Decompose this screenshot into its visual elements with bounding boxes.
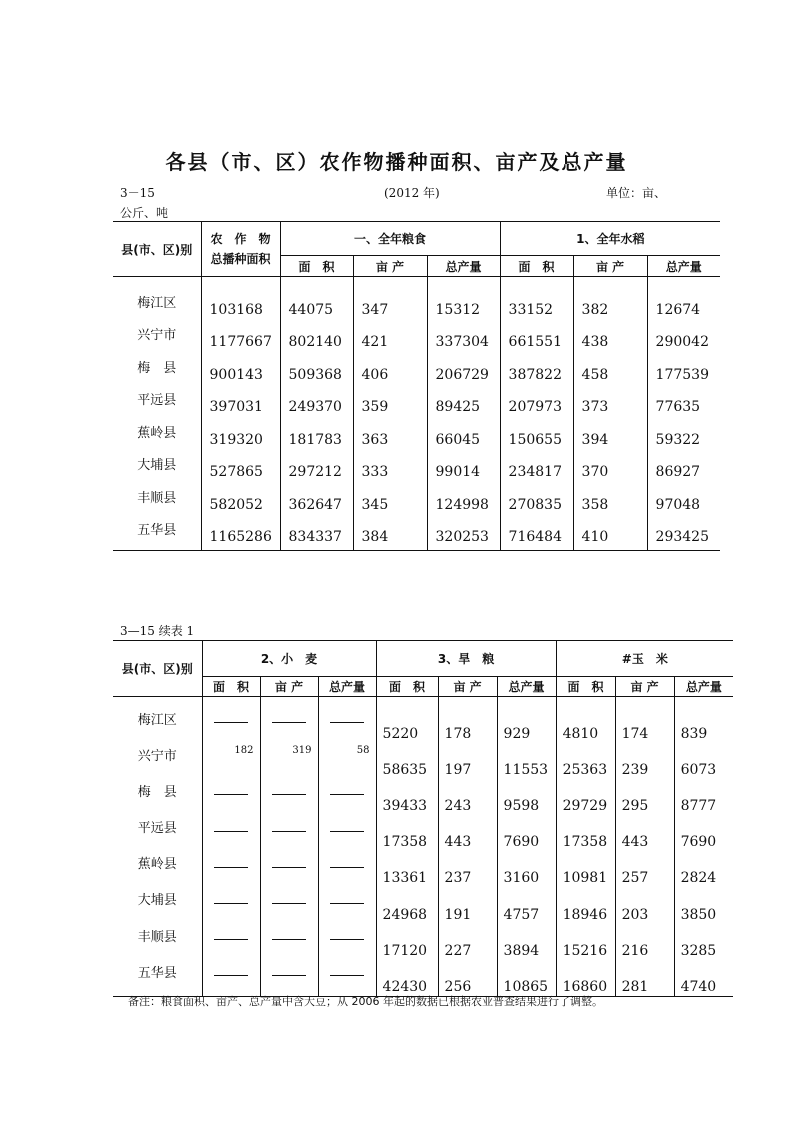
table-row <box>113 960 733 996</box>
table-cell: 3894 <box>497 924 556 960</box>
table-cell: 243 <box>438 779 497 815</box>
table-cell: 150655 <box>500 421 573 454</box>
dash-line <box>330 975 364 976</box>
table-cell: 66045 <box>427 421 500 454</box>
subheader-cell: 亩 产 <box>438 677 497 697</box>
table-cell: 382 <box>573 291 647 324</box>
table-cell: 527865 <box>201 453 280 486</box>
table-cell: 29729 <box>556 779 615 815</box>
table-row <box>113 518 720 551</box>
table-cell: 17358 <box>376 815 438 851</box>
table-cell: 216 <box>615 924 674 960</box>
table-cell: 320253 <box>427 518 500 551</box>
empty-dash <box>260 887 318 923</box>
table-cell: 281 <box>615 960 674 996</box>
table-cell: 7690 <box>674 815 733 851</box>
table-cell: 295 <box>615 779 674 815</box>
table-cell: 358 <box>573 486 647 519</box>
table-code: 3－15 <box>120 186 155 200</box>
table-cell: 421 <box>353 323 427 356</box>
table-cell: 834337 <box>280 518 353 551</box>
spacer-row <box>113 277 720 291</box>
header-total-line2: 总播种面积 <box>210 252 271 266</box>
table-cell: 59322 <box>647 421 720 454</box>
table-cell: 25363 <box>556 743 615 779</box>
header-grain: 一、全年粮食 <box>280 222 500 256</box>
empty-dash <box>202 924 260 960</box>
table-cell: 290042 <box>647 323 720 356</box>
empty-dash <box>260 924 318 960</box>
dash-line <box>214 831 248 832</box>
table-cell: 443 <box>438 815 497 851</box>
table-cell: 2824 <box>674 851 733 887</box>
spacer-cell <box>318 697 376 707</box>
region-name: 兴宁市 <box>137 328 177 343</box>
table-cell: 716484 <box>500 518 573 551</box>
header-total-sown-area <box>201 222 280 277</box>
empty-dash <box>202 887 260 923</box>
subheader-cell: 总产量 <box>647 256 720 277</box>
table-cell: 97048 <box>647 486 720 519</box>
region-name: 梅江区 <box>137 295 177 311</box>
region-name: 兴宁市 <box>137 748 177 764</box>
table-cell: 234817 <box>500 453 573 486</box>
table-cell: 249370 <box>280 388 353 421</box>
empty-dash <box>202 851 260 887</box>
table-row <box>113 815 733 851</box>
table-cell: 410 <box>573 518 647 551</box>
table-crop-continued <box>113 640 733 997</box>
empty-dash <box>260 960 318 996</box>
table-cell: 5220 <box>376 707 438 743</box>
dash-line <box>272 939 306 940</box>
spacer-cell <box>674 697 733 707</box>
dash-line <box>272 903 306 904</box>
spacer-cell <box>376 697 438 707</box>
unit-label: 单位：亩、 <box>606 186 667 200</box>
dash-line <box>272 722 306 723</box>
table-cell: 929 <box>497 707 556 743</box>
empty-dash <box>318 815 376 851</box>
table-cell: 509368 <box>280 356 353 389</box>
table-row <box>113 851 733 887</box>
table-cell: 13361 <box>376 851 438 887</box>
table-row <box>113 356 720 389</box>
table-cell: 839 <box>674 707 733 743</box>
empty-dash <box>318 924 376 960</box>
table-cell: 17358 <box>556 815 615 851</box>
table2-code: 3—15 续表 1 <box>120 624 195 638</box>
dash-line <box>272 975 306 976</box>
table-cell: 347 <box>353 291 427 324</box>
table-cell: 387822 <box>500 356 573 389</box>
header-rice: 1、全年水稻 <box>500 222 720 256</box>
spacer-cell <box>353 277 427 291</box>
dash-line <box>214 794 248 795</box>
spacer-cell <box>260 697 318 707</box>
table-cell: 197 <box>438 743 497 779</box>
table-cell: 270835 <box>500 486 573 519</box>
dash-line <box>272 794 306 795</box>
dash-line <box>330 867 364 868</box>
table-cell: 373 <box>573 388 647 421</box>
table-cell: 362647 <box>280 486 353 519</box>
region-name: 平远县 <box>137 393 177 408</box>
table-cell: 370 <box>573 453 647 486</box>
table-row <box>113 421 720 454</box>
table-cell: 15312 <box>427 291 500 324</box>
table-cell: 182 <box>202 743 260 779</box>
table-cell: 900143 <box>201 356 280 389</box>
table-cell: 44075 <box>280 291 353 324</box>
region-name: 大埔县 <box>137 458 177 473</box>
table-cell: 17120 <box>376 924 438 960</box>
subheader-cell: 亩 产 <box>573 256 647 277</box>
empty-dash <box>260 779 318 815</box>
subheader-cell: 总产量 <box>318 677 376 697</box>
dash-line <box>214 903 248 904</box>
table-cell: 39433 <box>376 779 438 815</box>
table-cell: 443 <box>615 815 674 851</box>
table-cell: 42430 <box>376 960 438 996</box>
region-name: 丰顺县 <box>137 490 177 506</box>
table-cell: 257 <box>615 851 674 887</box>
table-cell: 1177667 <box>201 323 280 356</box>
spacer-cell <box>573 277 647 291</box>
region-name: 梅 县 <box>137 784 177 800</box>
empty-dash <box>202 960 260 996</box>
empty-dash <box>318 960 376 996</box>
table-cell: 124998 <box>427 486 500 519</box>
table-cell: 802140 <box>280 323 353 356</box>
table-cell: 319 <box>260 743 318 779</box>
empty-dash <box>318 779 376 815</box>
table-cell: 33152 <box>500 291 573 324</box>
dash-line <box>330 794 364 795</box>
table-cell: 203 <box>615 887 674 923</box>
table-year: (2012 年) <box>384 186 440 200</box>
spacer-cell <box>497 697 556 707</box>
table-cell: 181783 <box>280 421 353 454</box>
table-cell: 99014 <box>427 453 500 486</box>
dash-line <box>330 722 364 723</box>
table-cell: 333 <box>353 453 427 486</box>
spacer-cell <box>113 277 201 291</box>
table-cell: 1165286 <box>201 518 280 551</box>
region-name: 平远县 <box>137 821 177 837</box>
table-cell: 661551 <box>500 323 573 356</box>
table-cell: 239 <box>615 743 674 779</box>
dash-line <box>330 831 364 832</box>
table-cell: 4757 <box>497 887 556 923</box>
table-cell: 256 <box>438 960 497 996</box>
table-cell: 3285 <box>674 924 733 960</box>
table-cell: 207973 <box>500 388 573 421</box>
spacer-cell <box>500 277 573 291</box>
region-name: 蕉岭县 <box>137 857 177 873</box>
subheader-cell: 面 积 <box>280 256 353 277</box>
unit-label-continued: 公斤、吨 <box>120 206 169 220</box>
table-cell: 18946 <box>556 887 615 923</box>
table-cell: 237 <box>438 851 497 887</box>
table-row <box>113 887 733 923</box>
header2-region: 县(市、区)别 <box>113 641 202 697</box>
header-wheat: 2、小 麦 <box>202 641 376 677</box>
table-cell: 15216 <box>556 924 615 960</box>
empty-dash <box>318 707 376 743</box>
table-cell: 438 <box>573 323 647 356</box>
region-name: 梅江区 <box>137 712 177 728</box>
table-cell: 177539 <box>647 356 720 389</box>
dash-line <box>272 867 306 868</box>
dash-line <box>214 867 248 868</box>
subheader-cell: 总产量 <box>674 677 733 697</box>
table-cell: 174 <box>615 707 674 743</box>
table-row <box>113 924 733 960</box>
empty-dash <box>202 779 260 815</box>
dash-line <box>214 722 248 723</box>
spacer-row <box>113 697 733 707</box>
dash-line <box>214 975 248 976</box>
table-cell: 3850 <box>674 887 733 923</box>
spacer-cell <box>113 697 202 707</box>
table-cell: 397031 <box>201 388 280 421</box>
table-row <box>113 323 720 356</box>
table-cell: 24968 <box>376 887 438 923</box>
table-cell: 11553 <box>497 743 556 779</box>
table-row <box>113 486 720 519</box>
subheader-cell: 面 积 <box>556 677 615 697</box>
table-cell: 337304 <box>427 323 500 356</box>
region-name: 蕉岭县 <box>137 425 177 441</box>
table-cell: 10981 <box>556 851 615 887</box>
table-crop-area-yield <box>113 221 720 551</box>
subheader-cell: 亩 产 <box>353 256 427 277</box>
table-cell: 103168 <box>201 291 280 324</box>
page-title: 各县（市、区）农作物播种面积、亩产及总产量 <box>165 150 628 174</box>
empty-dash <box>260 707 318 743</box>
table-cell: 297212 <box>280 453 353 486</box>
table-cell: 345 <box>353 486 427 519</box>
header-region: 县(市、区)别 <box>113 222 201 277</box>
spacer-cell <box>280 277 353 291</box>
table-cell: 9598 <box>497 779 556 815</box>
empty-dash <box>318 887 376 923</box>
table-row <box>113 779 733 815</box>
header-total-line1: 农 作 物 <box>210 232 271 246</box>
spacer-cell <box>615 697 674 707</box>
table-cell: 16860 <box>556 960 615 996</box>
table-cell: 3160 <box>497 851 556 887</box>
subheader-cell: 亩 产 <box>615 677 674 697</box>
table-cell: 6073 <box>674 743 733 779</box>
table-cell: 319320 <box>201 421 280 454</box>
region-name: 丰顺县 <box>137 929 177 945</box>
table-row <box>113 743 733 779</box>
table-cell: 7690 <box>497 815 556 851</box>
dash-line <box>214 939 248 940</box>
spacer-cell <box>202 697 260 707</box>
table-cell: 77635 <box>647 388 720 421</box>
table-cell: 58635 <box>376 743 438 779</box>
subheader-cell: 总产量 <box>497 677 556 697</box>
subheader-cell: 亩 产 <box>260 677 318 697</box>
region-name: 五华县 <box>137 965 177 981</box>
table-cell: 12674 <box>647 291 720 324</box>
table-cell: 406 <box>353 356 427 389</box>
subheader-cell: 面 积 <box>500 256 573 277</box>
dash-line <box>272 831 306 832</box>
table-cell: 10865 <box>497 960 556 996</box>
table-cell: 206729 <box>427 356 500 389</box>
region-name: 梅 县 <box>137 360 177 376</box>
header-dry-grain: 3、旱 粮 <box>376 641 556 677</box>
table-cell: 86927 <box>647 453 720 486</box>
subheader-cell: 面 积 <box>376 677 438 697</box>
subheader-cell: 面 积 <box>202 677 260 697</box>
table-cell: 89425 <box>427 388 500 421</box>
dash-line <box>330 939 364 940</box>
spacer-cell <box>201 277 280 291</box>
table-cell: 394 <box>573 421 647 454</box>
empty-dash <box>260 851 318 887</box>
region-name: 大埔县 <box>137 893 177 909</box>
subheader-cell: 总产量 <box>427 256 500 277</box>
table-cell: 363 <box>353 421 427 454</box>
table-cell: 4810 <box>556 707 615 743</box>
spacer-cell <box>427 277 500 291</box>
table-cell: 58 <box>318 743 376 779</box>
table-cell: 359 <box>353 388 427 421</box>
empty-dash <box>318 851 376 887</box>
empty-dash <box>202 707 260 743</box>
table-cell: 384 <box>353 518 427 551</box>
table-cell: 191 <box>438 887 497 923</box>
spacer-cell <box>647 277 720 291</box>
table-row <box>113 291 720 324</box>
table-cell: 178 <box>438 707 497 743</box>
table-row <box>113 453 720 486</box>
table-cell: 582052 <box>201 486 280 519</box>
spacer-cell <box>438 697 497 707</box>
dash-line <box>330 903 364 904</box>
table-cell: 227 <box>438 924 497 960</box>
table-row <box>113 388 720 421</box>
header-corn: #玉 米 <box>556 641 733 677</box>
table-cell: 293425 <box>647 518 720 551</box>
empty-dash <box>202 815 260 851</box>
spacer-cell <box>556 697 615 707</box>
footnote: 备注：粮食面积、亩产、总产量中含大豆；从 2006 年起的数据已根据农业普查结果进行了调整。 <box>128 995 603 1008</box>
table-row <box>113 707 733 743</box>
table-cell: 458 <box>573 356 647 389</box>
table-cell: 4740 <box>674 960 733 996</box>
region-name: 五华县 <box>137 523 177 538</box>
empty-dash <box>260 815 318 851</box>
table-cell: 8777 <box>674 779 733 815</box>
